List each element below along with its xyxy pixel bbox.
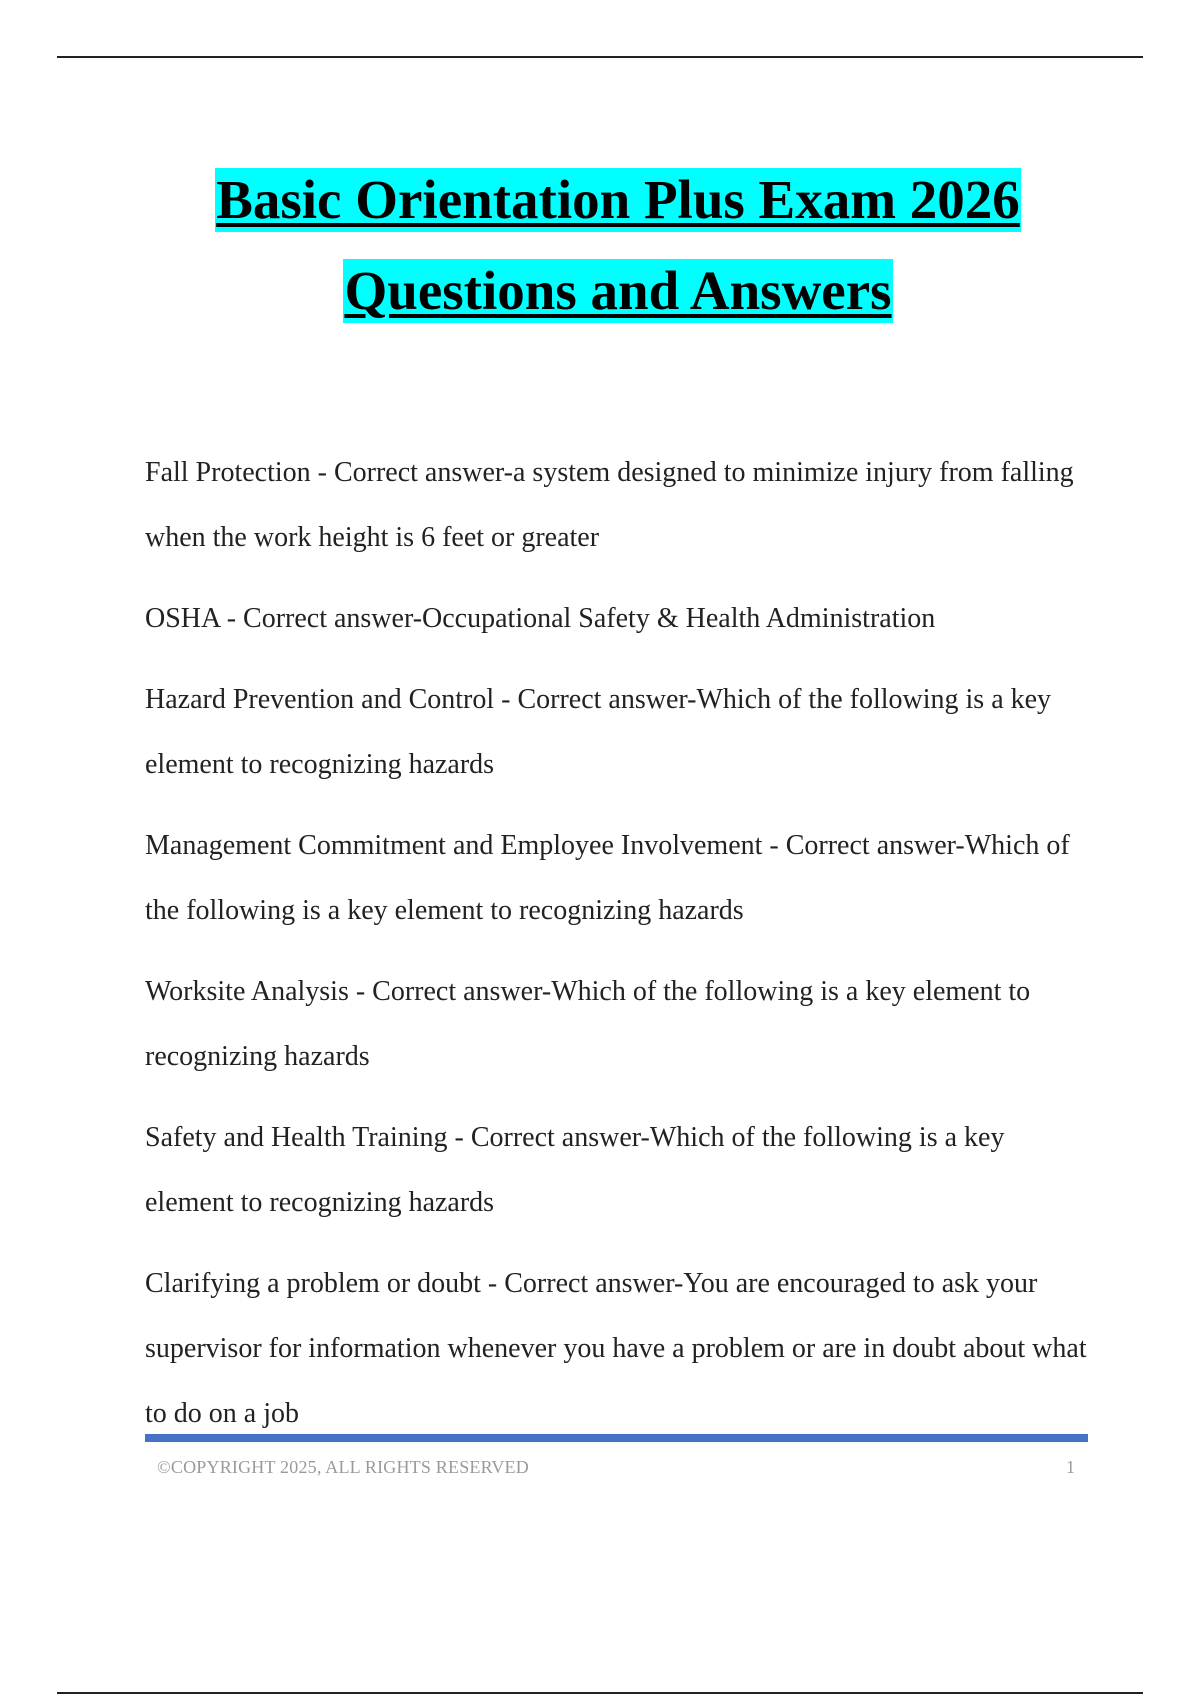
footer-rule: [145, 1434, 1088, 1442]
page-number: 1: [1066, 1457, 1075, 1477]
qa-item-worksite-analysis: Worksite Analysis - Correct answer-Which of the following is a key element to recognizing hazards: [145, 976, 1031, 1072]
qa-item-safety-training: Safety and Health Training - Correct answer-Which of the following is a key element to recognizing hazards: [145, 1122, 1005, 1218]
qa-list: [145, 440, 1090, 1462]
qa-item-hazard-prevention: Hazard Prevention and Control - Correct answer-Which of the following is a key element to recognizing hazards: [145, 684, 1052, 780]
qa-item-osha: OSHA - Correct answer-Occupational Safety & Health Administration: [145, 603, 936, 634]
title-line-1: Basic Orientation Plus Exam 2026: [216, 169, 1020, 230]
page-bottom-border: [57, 1692, 1143, 1694]
title-line-2: Questions and Answers: [344, 260, 892, 321]
qa-item-management-commitment: Management Commitment and Employee Involvement - Correct answer-Which of the following is a key element to recognizing hazards: [145, 830, 1070, 926]
document-title: [0, 168, 1200, 350]
qa-item-fall-protection: Fall Protection - Correct answer-a system designed to minimize injury from falling when the work height is 6 feet or greater: [145, 457, 1074, 553]
qa-item-clarifying-problem: Clarifying a problem or doubt - Correct answer-You are encouraged to ask your supervisor for information whenever you have a problem or are in doubt about what to do on a job: [145, 1268, 1087, 1429]
page-top-border: [57, 56, 1143, 58]
footer-copyright: ©COPYRIGHT 2025, ALL RIGHTS RESERVED: [157, 1457, 529, 1477]
